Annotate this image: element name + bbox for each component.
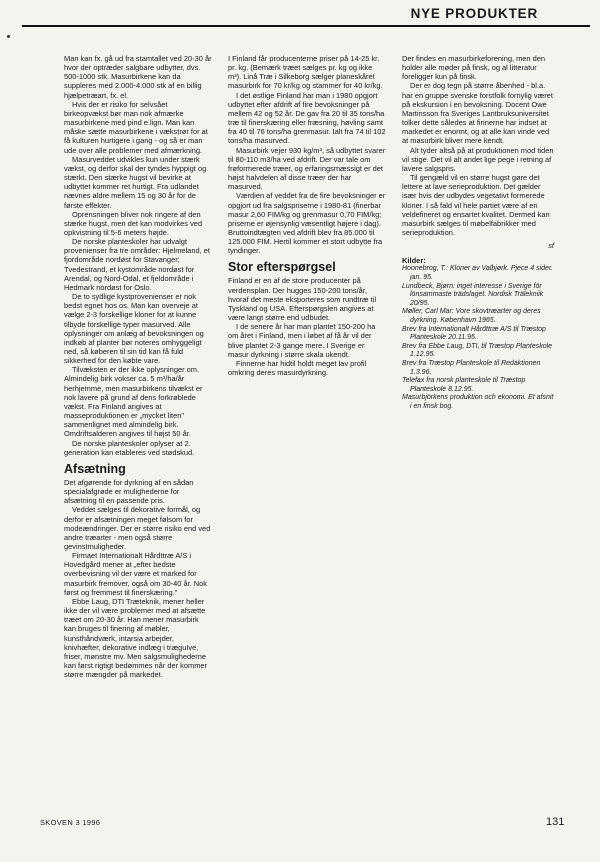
paragraph: De norske planteskoler oplyser at 2. generation kan etableres ved stødskud. — [64, 438, 195, 457]
source-item: Møller, Carl Mar: Vore skovtræarter og deres dyrkning. København 1965. — [402, 308, 541, 324]
scan-dot — [7, 35, 10, 38]
source-item: Hoonebrog, T.: Kloner av Valbjørk. Pjece 4 sider. jan. 95. — [402, 265, 553, 282]
section-heading-stor-efterspoergsel: Stor efterspørgsel — [228, 260, 336, 275]
paragraph: Det afgørende for dyrkning af en sådan specialafgrøde er mulighederne for afsætning til en passende pris. — [64, 477, 194, 506]
paragraph: I de senere år har man plantet 150-200 ha om året i Finland, men i løbet af få år vil der blive plantet 2-3 gange mere. I Sverige er masur dyrkning i større skala ukendt. — [228, 322, 376, 359]
paragraph: Til gengæld vil en større hugst gøre det lettere at lave serieproduktion. Det gælder især hvis der udbydes vegetativt formerede kloner. I så fald vil hele partiet være af en veldefineret og ensartet kvalitet. Dermed kan masurbirk sælges til møbelfabrikker med serieproduktion. — [402, 173, 550, 237]
paragraph: Finnerne har hidtil holdt meget lav profil omkring deres masurdyrkning. — [228, 358, 367, 377]
paragraph: Masurveddet udvikles kun under stærk vækst, og derfor skal der tyndes hyppigt og stærkt. Den stærke hugst vil bevirke at udbyttet kommer ret hurtigt. Fra udlandet nævnes aldre mellem 15 og 30 år for de første effekter. — [64, 154, 207, 210]
paragraph: Veddet sælges til dekorative formål, og derfor er afsætningen meget følsom for modeændringer. Der er større risiko end ved andre træarter - men også større gevinstmuligheder. — [64, 505, 211, 551]
paragraph: Man kan fx. gå ud fra stamtallet ved 20-30 år hvor der optræder salgbare udbytter, dvs. 500-1000 stk. Masurbirkene kan da suppleres med 2.000-4.000 stk af en billig hjælpetræart, fx. el. — [64, 54, 212, 100]
sources-heading: Kilder: — [402, 256, 426, 266]
footer-publication: SKOVEN 3 1996 — [40, 818, 101, 827]
source-item: Brev fra Internationalt Hårdttræ A/S til Træstop Planteskole 20.11.95. — [402, 325, 546, 342]
paragraph: Hvis der er risiko for selvsået birkeopvækst bør man nok afmærke masurbirkene med pind e.lign. Man kan måske sætte masurbirkene i vækstrør for at få kulturen hurtigere i gang - og så er man ude over alle problemer med afmærkning. — [64, 99, 208, 155]
page-number: 131 — [546, 816, 565, 828]
paragraph: Ebbe Laug, DTI Træteknik, mener heller ikke der vil være problemer med at afsætte træet om 20-30 år. Han mener masurbirk kan bruges til finering af møbler, kunsthåndværk, intarsia arbejder, knivhæfter, dekorative indlæg i træguIve, friser, mønstre mv. Men salgsmulighederne kan først rigtigt bedømmes når der kommer større mængder på markedet. — [64, 596, 208, 680]
paragraph: Finland er en af de store producenter på verdensplan. Der hugges 150-200 tons/år, hvoraf det meste eksporteres som rundtræ til Tyskland og USA. Efterspørgslen angives at være langt større end udbudet. — [228, 276, 376, 323]
header-rule — [22, 25, 590, 27]
source-item: Masurbjörkens produktion och ekonomi. Et afsnit i en finsk bog. — [402, 394, 554, 410]
source-item: Lundbeck, Bjørn: inget interesse i Sverige för lönsammaste trädslaget. Nordisk Trälekniik 20/95. — [402, 282, 544, 307]
paragraph: De to sydlige kystprovenienser er nok bedst egnet hos os. Man kan overveje at vælge 2-3 forskellige kloner for at kunne tilbyde forskellige typer masurved. Alle oplysninger om anlæg af bevoksningen og indkøb af planter bør noteres omhyggeligt ned, så køberen til sin tid kan få fuld sikkerhed for den købte vare. — [64, 292, 204, 366]
paragraph: Masurbirk vejer 930 kg/m³, så udbyttet svarer til 80-110 m3/ha ved afdrift. Der var tale om frøformerede træer, og erfaringsmæssigt er det højst halvdelen af disse træer der har masurved. — [228, 145, 386, 192]
section-heading-afsaetning: Afsætning — [64, 461, 126, 476]
column-3 — [402, 54, 554, 412]
paragraph: Værdien af veddet fra de fire bevoksninger er opgjort ud fra salgspriserne i 1980-81 (finerbar masur 2,60 FIM/kg og grenmasur 0,70 FIM/kg; priserne er øjensynlig væsentligt højere i dag). Bruttoindtægten ved afdrift blev fra 85.000 til 125.000 FIM. Hertil kommer et stort udbytte fra tyndinger. — [228, 191, 386, 256]
paragraph: Alt tyder altså på at produktionen mod tiden vil stige. Det vil alt andet lige pege i retning af lavere salgspris. — [402, 145, 554, 173]
paragraph: I det østlige Finland har man i 1980 opgjort udbyttet efter afdrift af fire bevoksninger på mellem 42 og 52 år. De gav fra 20 til 35 tons/ha træ til finerskæring eller fræsning, høvling samt fra 40 til 76 tons/ha grenmasur. Ialt fra 74 til 102 tons/ha masurved. — [228, 90, 386, 146]
paragraph: Oprensningen bliver nok ringere af den stærke hugst, men det kan modvirkes ved opkvistning til 5-6 meters højde. — [64, 209, 203, 237]
source-item: Telefax fra norsk planteskole til Træstop Planteskole 8.12.95. — [402, 377, 526, 393]
column-1 — [64, 54, 212, 679]
column-2 — [228, 54, 386, 377]
source-item: Brev fra Ebbe Laug, DTI, til Træstop Planteskole 1.12.95. — [402, 342, 553, 359]
sources-list — [402, 265, 554, 411]
paragraph: Der findes en masurbirkeforening, men den holder alle møder på finsk, og al litteratur foreligger kun på finsk. — [402, 54, 546, 82]
paragraph: I Finland får producenterne priser på 14-25 kr. pr. kg. (Bemærk træet sælges pr. kg og ikke m³). Linå Træ i Silkeborg sælger planeskåret masurbirk for 70 kr/kg og stammer for 40 kr/kg. — [228, 54, 383, 91]
paragraph: Firmaet Internationalt Hårdttræ A/S i Hovedgård mener at „efter bedste overbevisning vil der være et marked for masurbirk fremover, også om 30-40 år. Nok først og fremmest til finerskæring." — [64, 551, 208, 597]
paragraph: Der er dog tegn på større åbenhed - bl.a. har en gruppe svenske forstfolk fornylig været på ekskursion i en bevoksning. Docent Owe Martinsson fra Sveriges Lantbruksuniversitet tolker dette således at finnerne har indset at markedet er enormt, og at alle kan vinde ved at masurbirk bliver mere kendt. — [402, 81, 553, 146]
page-header-title: NYE PRODUKTER — [410, 6, 538, 21]
paragraph: De norske planteskoler har udvalgt provenienser fra tre områder: Hjelmeland, et fjordområde nordøst for Stavanger; Tvedestrand, et kystområde nordøst for Arendal, og Nord-Odal, et fjeldområde i Hedmark nordøst for Oslo. — [64, 237, 210, 292]
source-item: Brev fra Træstop Planteskole til Redaktionen 1.3.96. — [402, 359, 541, 376]
author-signature: sf — [548, 241, 554, 251]
paragraph: Tilvæksten er der ikke oplysninger om. Almindelig birk vokser ca. 5 m³/ha/år herhjemme, men masurbirkens tilvækst er nok lavere på grund af dens forkrøblede vækst. Fra Finland angives at masseproduktionen er „mycket liten" sammenlignet med almindelig birk. Omdriftsalderen angives til højst 50 år. — [64, 365, 203, 439]
